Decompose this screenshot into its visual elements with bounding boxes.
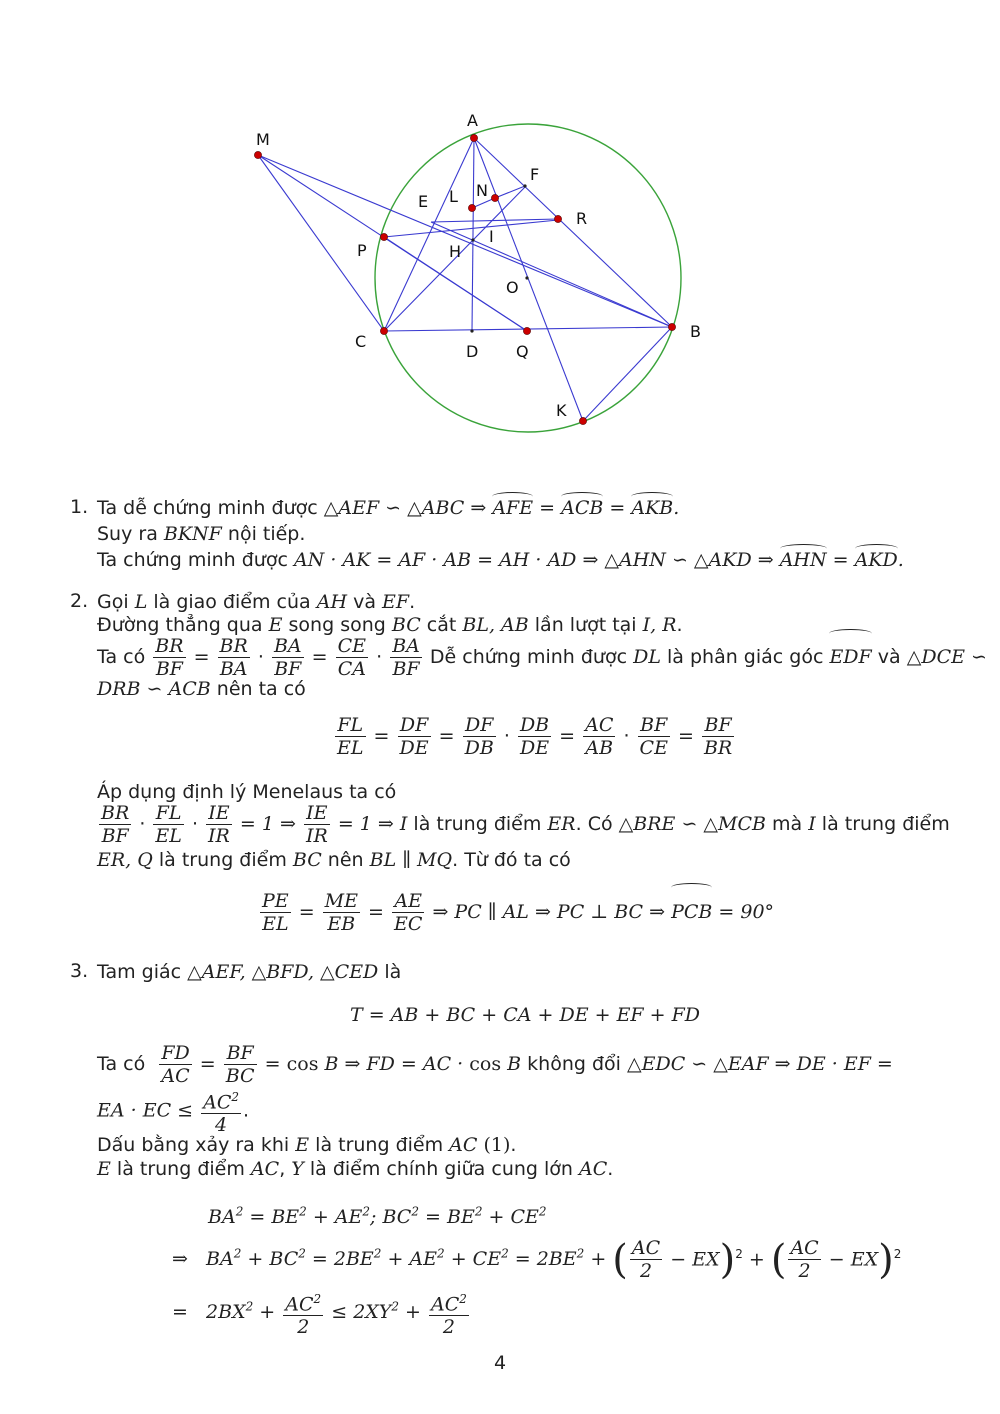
svg-text:N: N <box>476 181 488 200</box>
point-R <box>554 215 561 222</box>
item3-eq2: $BA^2 = BE^2 + AE^2$; $BC^2 = BE^2 + CE^2$ <box>208 1205 547 1229</box>
svg-text:C: C <box>355 332 367 351</box>
item2-eq2: $\frac{PE}{EL}$ = $\frac{ME}{EB}$ = $\frac{AE}{EC}$ ⇒ PC ∥ AL ⇒ PC ⊥ BC ⇒ PCB = 90° <box>258 887 774 937</box>
figure-lines <box>258 138 672 421</box>
point-L <box>468 204 475 211</box>
item2-line2: Đường thẳng qua E song song BC cắt BL, AB lần lượt tại I, R. <box>97 614 683 636</box>
svg-text:A: A <box>467 111 478 130</box>
item3-line2: Ta có $\frac{FD}{AC}$ = $\frac{BF}{BC}$ = cos B ⇒ FD = AC · cos B không đổi △EDC ∽ △EAF ⇒ DE · EF = <box>97 1042 893 1087</box>
item-number: 3. <box>70 960 89 982</box>
point-N <box>491 194 498 201</box>
svg-text:L: L <box>449 187 458 206</box>
page-number: 4 <box>493 1352 507 1374</box>
item1-line1: Ta dễ chứng minh được △AEF ∽ △ABC ⇒ AFE = ACB = AKB. <box>97 497 680 519</box>
svg-text:K: K <box>556 401 567 420</box>
point-D <box>470 329 473 332</box>
item2-line6: $\frac{BR}{BF}$ · $\frac{FL}{EL}$ · $\frac{IE}{IR}$ = 1 ⇒ $\frac{IE}{IR}$ = 1 ⇒ I là trung điểm ER. Có △BRE ∽ △MCB mà I là trung điểm <box>101 802 950 847</box>
svg-text:H: H <box>449 242 462 261</box>
point-O <box>525 276 528 279</box>
item3-line5: E là trung điểm AC, Y là điểm chính giữa cung lớn AC. <box>97 1158 614 1180</box>
item2-line1: Gọi L là giao điểm của AH và EF. <box>97 591 416 613</box>
item3-eq4: = $2BX^2$ + $\frac{AC^2}{2}$ ≤ $2XY^2$ + $\frac{AC^2}{2}$ <box>172 1282 471 1338</box>
svg-text:E: E <box>418 192 429 211</box>
item3-eq1: T = AB + BC + CA + DE + EF + FD <box>350 1004 701 1026</box>
item2-line4: DRB ∽ ACB nên ta có <box>97 678 306 700</box>
item3-eq3: ⇒ $BA^2 + BC^2 = 2BE^2 + AE^2 + CE^2 = 2BE^2$ + ( $\frac{AC}{2}$ − EX)$^2$ + ( $\frac{AC}{2}$ − EX)$^2$ <box>172 1236 902 1283</box>
item2-line3: Ta có $\frac{BR}{BF}$ = $\frac{BR}{BA}$ · $\frac{BA}{BF}$ = $\frac{CE}{CA}$ · $\frac{BA}{BF}$ Dễ chứng minh được DL là phân giác góc EDF và △DCE ∽ <box>97 635 987 680</box>
figure-labels <box>256 111 701 420</box>
point-H <box>471 238 474 241</box>
figure-points <box>254 134 675 424</box>
point-Q <box>523 327 530 334</box>
svg-text:B: B <box>690 322 701 341</box>
item-number: 1. <box>70 496 89 518</box>
point-B <box>668 323 675 330</box>
svg-text:Q: Q <box>516 342 529 361</box>
svg-text:F: F <box>530 165 540 184</box>
item3-line3: EA · EC ≤ $\frac{AC^2}{4}$ . <box>97 1086 249 1136</box>
item3-line4: Dấu bằng xảy ra khi E là trung điểm AC (1). <box>97 1134 517 1156</box>
point-F <box>523 184 526 187</box>
point-M <box>254 151 261 158</box>
item3-line1: Tam giác △AEF, △BFD, △CED là <box>97 961 402 983</box>
svg-text:P: P <box>357 241 367 260</box>
item2-line5: Áp dụng định lý Menelaus ta có <box>97 781 397 803</box>
point-C <box>380 327 387 334</box>
geometry-figure <box>0 0 1000 460</box>
svg-text:R: R <box>576 209 588 228</box>
svg-text:M: M <box>256 130 270 149</box>
item1-line2: Suy ra BKNF nội tiếp. <box>97 523 306 545</box>
point-P <box>380 233 387 240</box>
point-A <box>470 134 477 141</box>
item2-eq1: $\frac{FL}{EL}$ = $\frac{DF}{DE}$ = $\frac{DF}{DB}$ · $\frac{DB}{DE}$ = $\frac{AC}{AB}$ · $\frac{BF}{CE}$ = $\frac{BF}{BR}$ <box>337 714 733 759</box>
point-K <box>579 417 586 424</box>
svg-text:I: I <box>489 227 494 246</box>
svg-text:O: O <box>506 278 519 297</box>
svg-text:D: D <box>466 342 479 361</box>
item2-line7: ER, Q là trung điểm BC nên BL ∥ MQ. Từ đó ta có <box>97 849 571 871</box>
item1-line3: Ta chứng minh được AN · AK = AF · AB = AH · AD ⇒ △AHN ∽ △AKD ⇒ AHN = AKD. <box>97 549 904 571</box>
item-number: 2. <box>70 590 89 612</box>
